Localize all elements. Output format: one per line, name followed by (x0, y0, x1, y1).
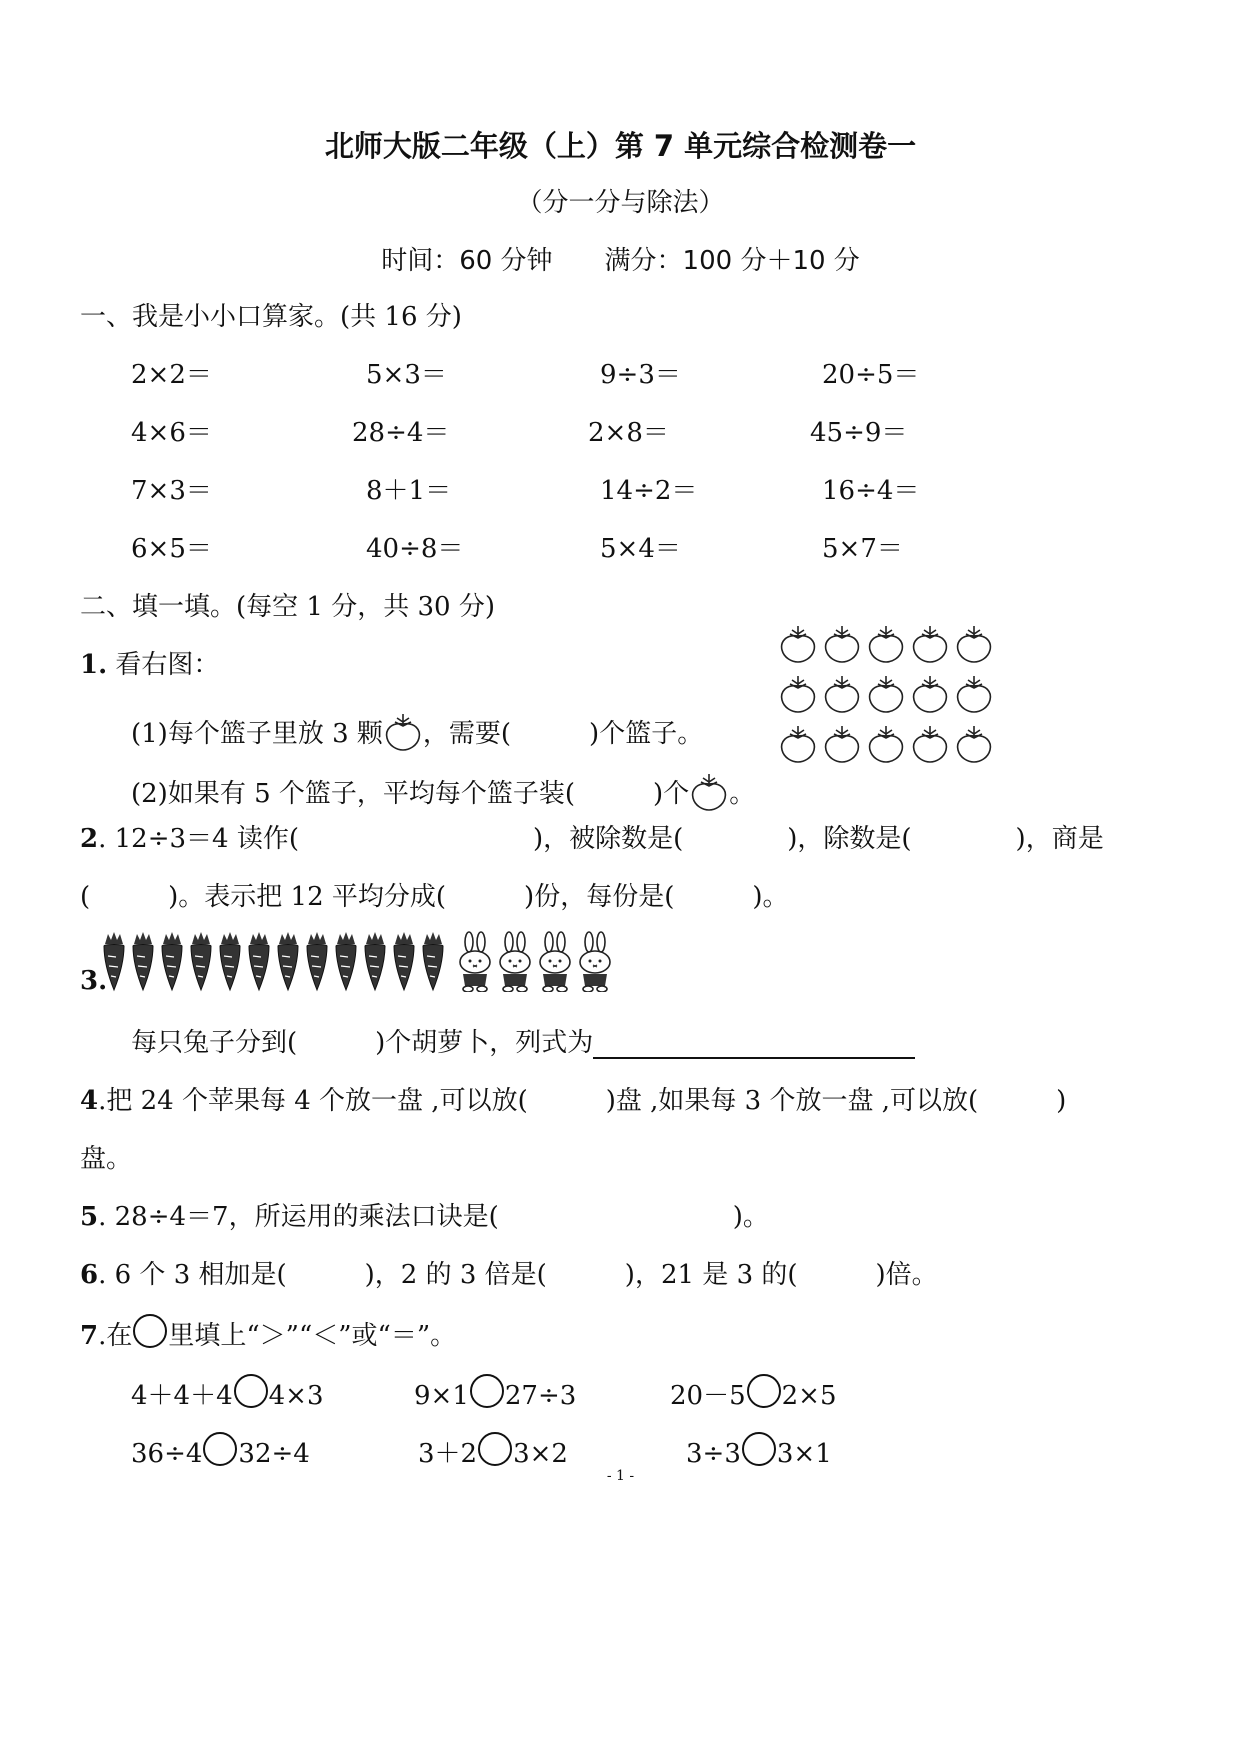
question-1-part1 (131, 710, 703, 752)
calc-item: 2×8＝ (588, 418, 669, 448)
question-number: 4 (80, 1086, 99, 1116)
question-4-line2: 盘。 (80, 1144, 133, 1174)
strawberry-icon (782, 676, 815, 712)
carrot-icon (307, 932, 327, 990)
calc-item: 16÷4＝ (822, 476, 920, 506)
compare-item: 4＋4＋4 4×3 (131, 1374, 324, 1412)
question-number: 6 (80, 1260, 99, 1290)
strawberry-icon (914, 676, 947, 712)
strawberry-icon (782, 626, 815, 662)
part-text: (2)如果有 5 个篮子，平均每个篮子装( )个 (131, 779, 690, 809)
question-number: 3. (80, 966, 108, 996)
section2-heading: 二、填一填。(每空 1 分，共 30 分) (80, 592, 495, 622)
strawberry-grid (778, 622, 1008, 782)
compare-item: 36÷4 32÷4 (131, 1432, 310, 1469)
question-5 (80, 1196, 769, 1233)
question-text: .在 (98, 1321, 133, 1351)
page-subtitle: （分一分与除法） (516, 188, 725, 218)
strawberry-icon (689, 770, 729, 812)
calc-item: 45÷9＝ (810, 418, 908, 448)
question-text: .把 24 个苹果每 4 个放一盘 ,可以放( )盘 ,如果每 3 个放一盘 ,可以放( ) (98, 1086, 1067, 1116)
question-2 (80, 818, 1104, 855)
strawberry-icon (826, 726, 859, 762)
part-text: ，需要( )个篮子。 (422, 719, 704, 749)
carrot-icon (162, 932, 182, 990)
compare-item: 3＋2 3×2 (418, 1432, 568, 1470)
question-text: . 28÷4＝7，所运用的乘法口诀是( )。 (98, 1202, 769, 1232)
question-number: 1. (80, 650, 108, 680)
carrot-icon (336, 932, 356, 990)
carrots-and-rabbits-figure (100, 930, 620, 992)
compare-item: 20－5 2×5 (670, 1374, 837, 1412)
compare-circle[interactable] (133, 1314, 167, 1348)
calc-item: 8＋1＝ (366, 476, 452, 506)
calc-item: 5×7＝ (822, 534, 903, 564)
carrot-icon (365, 932, 385, 990)
question-1-part2 (131, 770, 755, 812)
question-text: . 12÷3＝4 读作( )，被除数是( )，除数是( )，商是 (98, 824, 1104, 854)
rabbit-icon (500, 932, 530, 992)
carrot-icon (278, 932, 298, 990)
strawberry-icon (958, 726, 991, 762)
question-text: 每只兔子分到( )个胡萝卜，列式为 (131, 1028, 594, 1058)
question-number: 2 (80, 824, 99, 854)
compare-circle[interactable] (742, 1432, 776, 1466)
question-text: 里填上“＞”“＜”或“＝”。 (168, 1321, 457, 1351)
calc-item: 6×5＝ (131, 534, 212, 564)
compare-circle[interactable] (470, 1374, 504, 1408)
calc-item: 14÷2＝ (600, 476, 698, 506)
question-number: 7 (80, 1321, 99, 1351)
carrot-icon (133, 932, 153, 990)
carrot-icon (191, 932, 211, 990)
section1-heading: 一、我是小小口算家。(共 16 分) (80, 302, 462, 332)
part-text: 。 (729, 779, 756, 809)
answer-line[interactable] (593, 1031, 915, 1059)
calc-item: 5×4＝ (600, 534, 681, 564)
carrot-icon (423, 932, 443, 990)
strawberry-icon (914, 726, 947, 762)
rabbit-icon (460, 932, 490, 992)
strawberry-icon (383, 710, 423, 752)
strawberry-icon (870, 676, 903, 712)
rabbit-icon (540, 932, 570, 992)
compare-circle[interactable] (478, 1432, 512, 1466)
question-text: 看右图： (115, 650, 220, 680)
calc-item: 2×2＝ (131, 360, 212, 390)
compare-circle[interactable] (234, 1374, 268, 1408)
question-4 (80, 1080, 1066, 1117)
page-number: - 1 - (606, 1468, 635, 1484)
strawberry-icon (782, 726, 815, 762)
calc-item: 4×6＝ (131, 418, 212, 448)
calc-item: 20÷5＝ (822, 360, 920, 390)
strawberry-icon (870, 626, 903, 662)
strawberry-icon (826, 626, 859, 662)
calc-item: 28÷4＝ (352, 418, 450, 448)
carrot-icon (394, 932, 414, 990)
question-7 (80, 1314, 456, 1352)
compare-item: 3÷3 3×1 (686, 1432, 832, 1469)
strawberry-icon (958, 626, 991, 662)
part-text: (1)每个篮子里放 3 颗 (131, 719, 383, 749)
compare-circle[interactable] (747, 1374, 781, 1408)
exam-meta: 时间：60 分钟 满分：100 分＋10 分 (381, 246, 860, 276)
compare-item: 9×1 27÷3 (414, 1374, 576, 1411)
question-text: . 6 个 3 相加是( )，2 的 3 倍是( )，21 是 3 的( )倍。 (98, 1260, 938, 1290)
calc-item: 40÷8＝ (366, 534, 464, 564)
carrot-icon (220, 932, 240, 990)
question-2-line2: ( )。表示把 12 平均分成( )份，每份是( )。 (80, 882, 789, 912)
question-3 (131, 1022, 915, 1059)
page-title: 北师大版二年级（上）第 7 单元综合检测卷一 (324, 129, 917, 163)
calc-item: 5×3＝ (366, 360, 447, 390)
strawberry-icon (914, 626, 947, 662)
strawberry-icon (958, 676, 991, 712)
question-1 (80, 644, 219, 681)
question-6 (80, 1254, 938, 1291)
calc-item: 7×3＝ (131, 476, 212, 506)
question-number: 5 (80, 1202, 99, 1232)
compare-circle[interactable] (203, 1432, 237, 1466)
calc-item: 9÷3＝ (600, 360, 681, 390)
strawberry-icon (870, 726, 903, 762)
carrot-icon (249, 932, 269, 990)
rabbit-icon (580, 932, 610, 992)
strawberry-icon (826, 676, 859, 712)
